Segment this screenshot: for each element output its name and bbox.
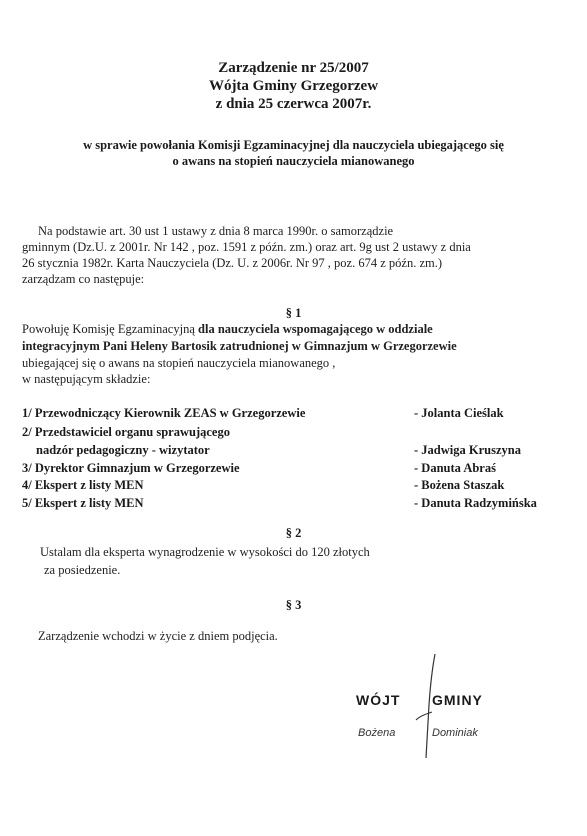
member-5-name: - Danuta Radzymińska [414,496,537,510]
intro-line-2: gminnym (Dz.U. z 2001r. Nr 142 , poz. 1591 z późn. zm.) oraz art. 9g ust 2 ustawy z dnia [22,240,471,254]
section-1-line-3: ubiegającej się o awans na stopień nauczyciela mianowanego , [22,356,336,370]
section-3-heading: § 3 [285,598,302,612]
stamp-word-gminy: GMINY [432,692,483,708]
member-2-role: 2/ Przedstawiciel organu sprawującego [22,425,230,439]
section-1-line-4: w następującym składzie: [22,372,151,386]
official-stamp [340,650,500,760]
member-3-role: 3/ Dyrektor Gimnazjum w Grzegorzewie [22,461,240,475]
stamp-last-name: Dominiak [432,727,478,739]
subject-line-1: w sprawie powołania Komisji Egzaminacyjnej dla nauczyciela ubiegającego się [83,138,504,152]
member-3-name: - Danuta Abraś [414,461,496,475]
intro-line-4: zarządzam co następuje: [22,272,145,286]
section-1-heading: § 1 [285,306,302,320]
member-1-role: 1/ Przewodniczący Kierownik ZEAS w Grzegorzewie [22,406,306,420]
member-4-name: - Bożena Staszak [414,478,505,492]
section-3-line-1: Zarządzenie wchodzi w życie z dniem podjęcia. [38,629,278,643]
section-2-heading: § 2 [285,526,302,540]
member-4-role: 4/ Ekspert z listy MEN [22,478,144,492]
member-5-role: 5/ Ekspert z listy MEN [22,496,144,510]
subject-line-2: o awans na stopień nauczyciela mianowanego [172,154,415,168]
section-1-line-1 [22,322,433,337]
intro-line-3: 26 stycznia 1982r. Karta Nauczyciela (Dz. U. z 2006r. Nr 97 , poz. 674 z późn. zm.) [22,256,443,270]
stamp-first-name: Bożena [358,727,396,739]
section-1-line-1-regular: Powołuję Komisję Egzaminacyjną [22,322,199,336]
member-2-role-cont: nadzór pedagogiczny - wizytator [36,443,210,457]
intro-line-1: Na podstawie art. 30 ust 1 ustawy z dnia 8 marca 1990r. o samorządzie [38,224,394,238]
section-2-line-1: Ustalam dla eksperta wynagrodzenie w wysokości do 120 złotych [40,545,370,559]
section-2-line-2: za posiedzenie. [44,563,121,577]
section-1-line-1-bold: dla nauczyciela wspomagającego w oddziale [198,322,433,336]
stamp-word-wojt: WÓJT [356,692,401,708]
document-date: z dnia 25 czerwca 2007r. [215,96,372,112]
document-issuer: Wójta Gminy Grzegorzew [208,78,379,94]
member-1-name: - Jolanta Cieślak [414,406,504,420]
document-title: Zarządzenie nr 25/2007 [218,60,369,76]
member-2-name: - Jadwiga Kruszyna [414,443,521,457]
section-1-line-2: integracyjnym Pani Heleny Bartosik zatrudnionej w Gimnazjum w Grzegorzewie [22,339,457,353]
